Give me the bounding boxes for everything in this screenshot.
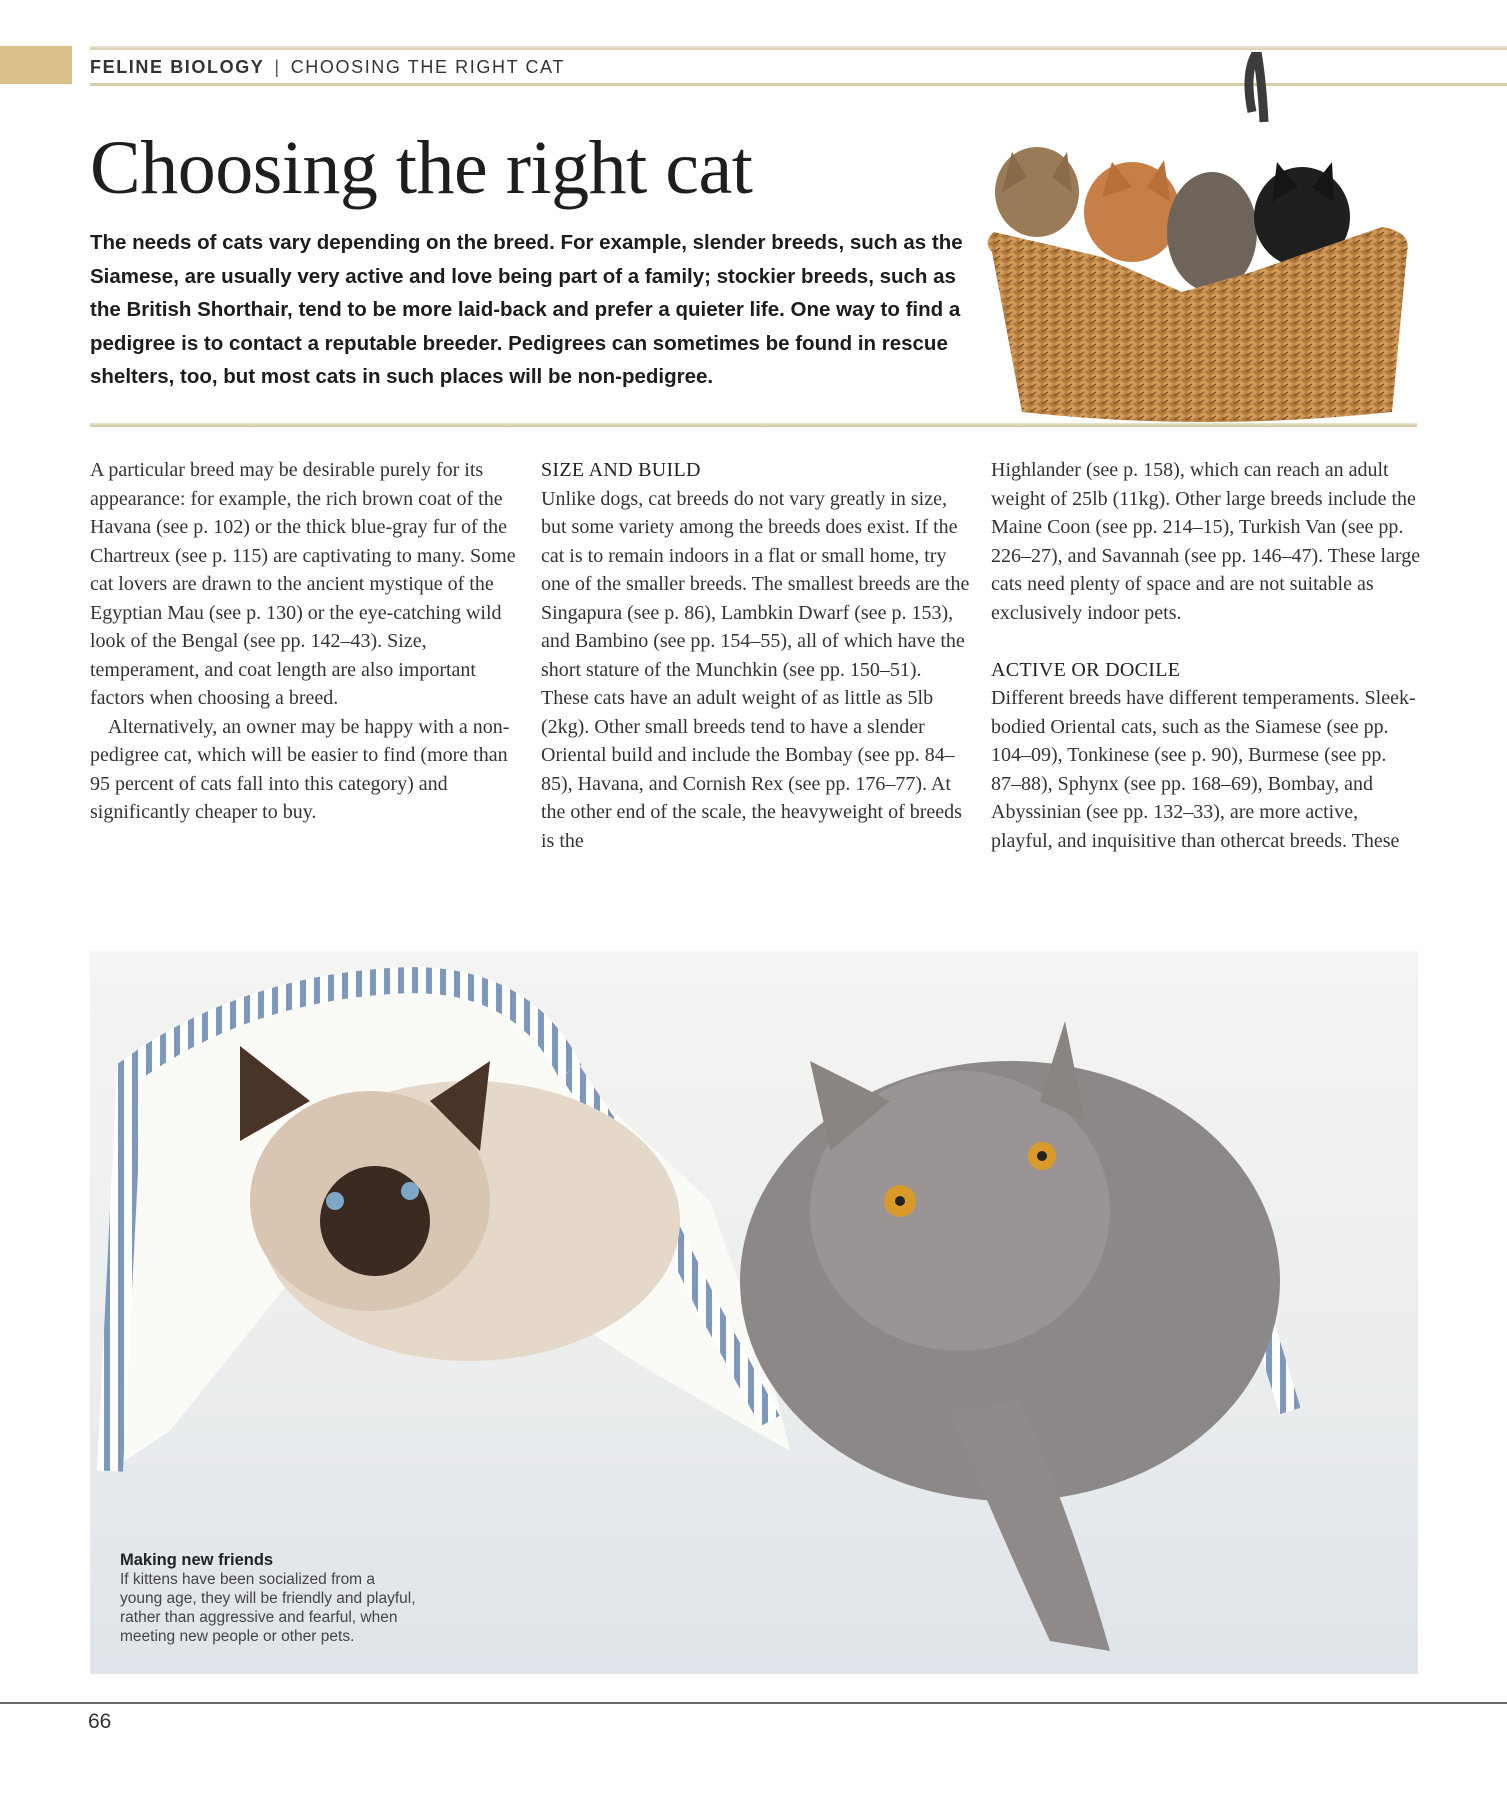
footer-rule [0,1702,1507,1704]
page-title: Choosing the right cat [90,126,753,210]
column-2 [541,456,971,855]
header-separator: | [274,57,281,77]
body-paragraph: Highlander (see p. 158), which can reach an adult weight of 25lb (11kg). Other large breeds include the Maine Coon (see pp. 214–15), Turkish Van (see pp. 226–27), and Savannah (see pp. 146–47). These large cats need plenty of space and are not suitable as exclusively indoor pets. [991,459,1421,624]
running-header [90,57,565,78]
section-color-tab [0,46,72,84]
lead-paragraph: The needs of cats vary depending on the breed. For example, slender breeds, such as the Siamese, are usually very active and love being part of a family; stockier breeds, such as the British Shorthair, tend to be more laid-back and prefer a quieter life. One way to find a pedigree is to contact a reputable breeder. Pedigrees can sometimes be found in rescue shelters, too, but most cats in such places will be non-pedigree. [90,231,963,388]
page-number: 66 [88,1710,112,1733]
column-1 [90,456,520,827]
body-paragraph: Unlike dogs, cat breeds do not vary greatly in size, but some variety among the breeds does exist. If the cat is to remain indoors in a flat or small home, try one of the smaller breeds. The smallest breeds are the Singapura (see p. 86), Lambkin Dwarf (see p. 153), and Bambino (see pp. 154–55), all of which have the short stature of the Munchkin (see pp. 150–51). These cats have an adult weight of as little as 5lb (2kg). Other small breeds tend to have a slender Oriental build and include the Bombay (see pp. 84–85), Havana, and Cornish Rex (see pp. 176–77). At the other end of the scale, the heavyweight of breeds is the [541,487,970,852]
section-name: FELINE BIOLOGY [90,57,265,77]
subheading-active-or-docile: ACTIVE OR DOCILE [991,658,1181,681]
topic-name: CHOOSING THE RIGHT CAT [290,57,565,77]
body-paragraph: Alternatively, an owner may be happy with a non-pedigree cat, which will be easier to find (more than 95 percent of cats fall into this category) and significantly cheaper to buy. [90,715,510,823]
kittens-in-basket-image [982,52,1418,424]
subheading-size-and-build: SIZE AND BUILD [541,459,701,481]
body-paragraph: Different breeds have different temperaments. Sleek-bodied Oriental cats, such as the Siamese (see pp. 104–09), Tonkinese (see p. 90), Burmese (see pp. 87–88), Sphynx (see pp. 168–69), Bombay, and Abyssinian (see pp. 132–33), are more active, playful, and inquisitive than othercat breeds. These [991,687,1416,852]
lead-rule [90,423,1417,427]
photo-caption [120,1551,420,1646]
column-3 [991,456,1421,855]
caption-title: Making new friends [120,1551,274,1569]
caption-text: If kittens have been socialized from a young age, they will be friendly and playful, rather than aggressive and fearful, when meeting new people or other pets. [120,1571,416,1645]
body-paragraph: A particular breed may be desirable purely for its appearance: for example, the rich brown coat of the Havana (see p. 102) or the thick blue-gray fur of the Chartreux (see p. 115) are captivating to many. Some cat lovers are drawn to the ancient mystique of the Egyptian Mau (see p. 130) or the eye-catching wild look of the Bengal (see pp. 142–43). Size, temperament, and coat length are also important factors when choosing a breed. [90,459,516,709]
header-rule [90,46,1507,50]
cats-under-blanket-photo [90,951,1418,1674]
